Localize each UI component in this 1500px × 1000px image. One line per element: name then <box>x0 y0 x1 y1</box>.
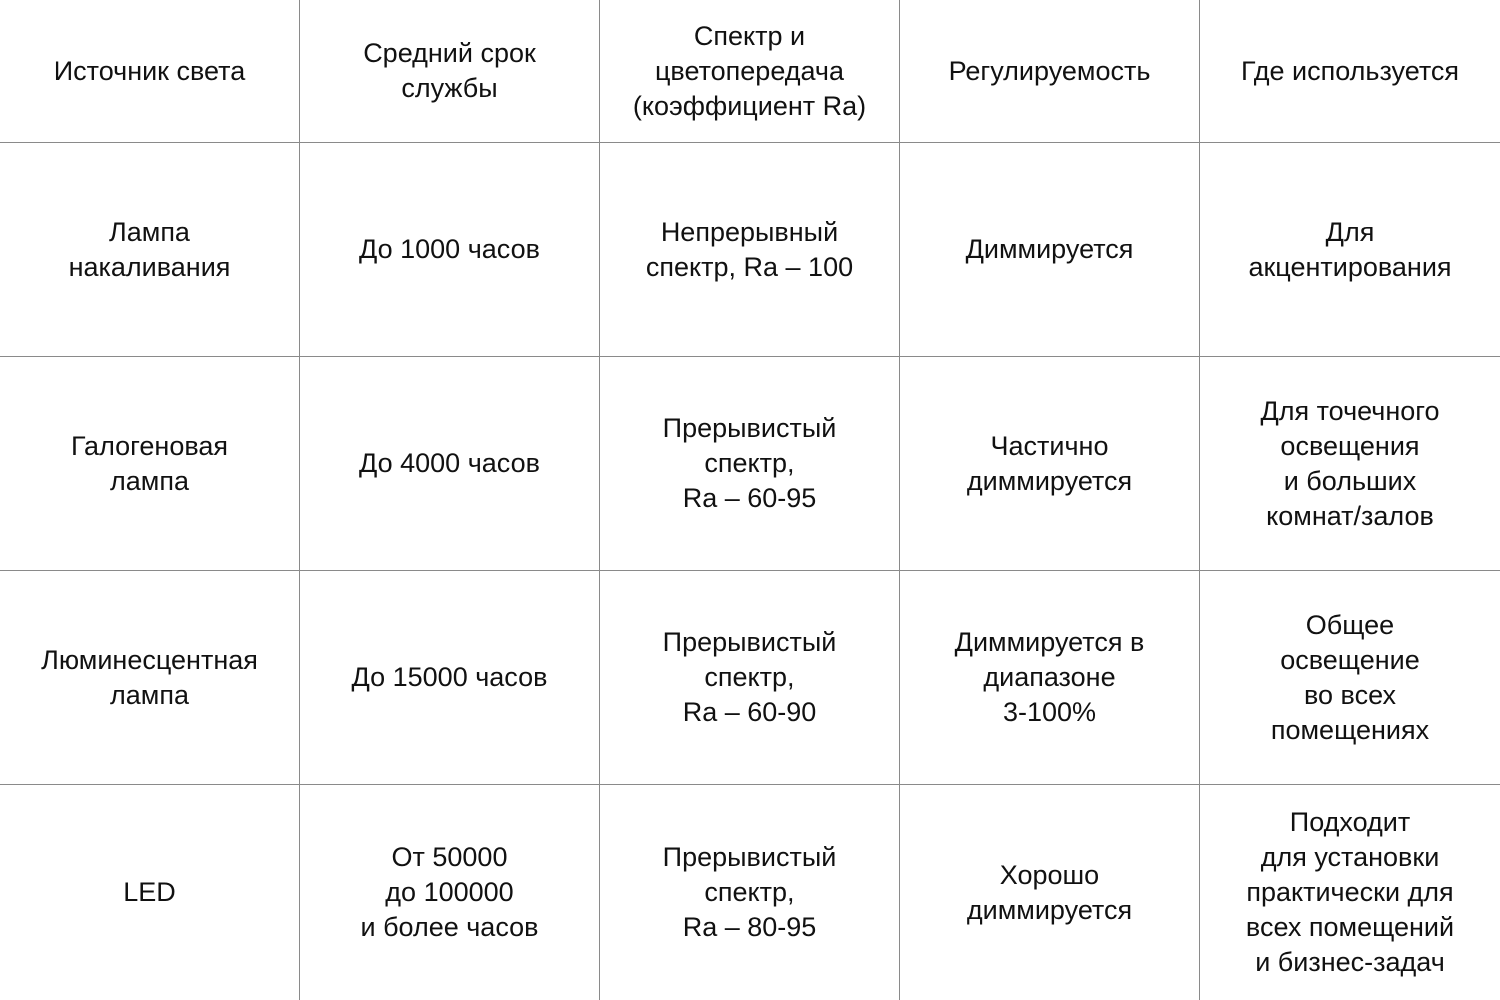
table-cell <box>0 357 300 571</box>
table-cell <box>900 143 1200 357</box>
header-label: Средний срок службы <box>363 38 536 103</box>
cell-text: Частично диммируется <box>966 430 1133 496</box>
cell-text: Непрерывный спектр, Ra – 100 <box>645 216 854 282</box>
header-cell-spectrum <box>600 0 900 143</box>
table-cell <box>0 571 300 785</box>
header-cell-usage <box>1200 0 1500 143</box>
cell-text: Для акцентирования <box>1248 216 1452 282</box>
header-cell-source <box>0 0 300 143</box>
cell-text: Люминесцентная лампа <box>41 644 258 710</box>
table-cell <box>1200 357 1500 571</box>
cell-text: Лампа накаливания <box>68 216 231 282</box>
table-cell <box>600 357 900 571</box>
table-cell <box>1200 571 1500 785</box>
table-cell <box>600 571 900 785</box>
cell-text: До 4000 часов <box>359 448 540 478</box>
header-label: Источник света <box>53 55 246 86</box>
cell-text: Прерывистый спектр, Ra – 60-90 <box>662 627 837 727</box>
cell-text: LED <box>123 877 176 907</box>
cell-text: Подходит для установки практически для всех помещений и бизнес-задач <box>1245 807 1455 977</box>
table-cell <box>300 785 600 1000</box>
table-cell <box>600 785 900 1000</box>
cell-text: Хорошо диммируется <box>966 859 1133 925</box>
cell-text: Общее освещение во всех помещениях <box>1270 609 1430 745</box>
header-label: Где используется <box>1240 55 1460 86</box>
table-cell <box>0 143 300 357</box>
table-cell <box>900 785 1200 1000</box>
table-cell <box>900 571 1200 785</box>
table-cell <box>900 357 1200 571</box>
cell-text: Диммируется <box>965 234 1134 264</box>
cell-text: Прерывистый спектр, Ra – 60-95 <box>662 413 837 513</box>
table-cell <box>300 357 600 571</box>
cell-text: Для точечного освещения и больших комнат/залов <box>1260 395 1440 531</box>
table-cell <box>300 571 600 785</box>
cell-text: Прерывистый спектр, Ra – 80-95 <box>662 842 837 942</box>
header-label: Регулируемость <box>948 55 1151 86</box>
cell-text: Диммируется в диапазоне 3-100% <box>954 627 1145 727</box>
header-cell-lifetime <box>300 0 600 143</box>
header-label: Спектр и цветопередача (коэффициент Ra) <box>632 20 867 121</box>
table-cell <box>1200 785 1500 1000</box>
table-cell <box>600 143 900 357</box>
cell-text: От 50000 до 100000 и более часов <box>360 842 539 942</box>
table-cell <box>300 143 600 357</box>
cell-text: До 1000 часов <box>359 234 540 264</box>
header-cell-dimming <box>900 0 1200 143</box>
cell-text: До 15000 часов <box>351 662 548 692</box>
cell-text: Галогеновая лампа <box>70 430 229 496</box>
table-cell <box>0 785 300 1000</box>
table-cell <box>1200 143 1500 357</box>
